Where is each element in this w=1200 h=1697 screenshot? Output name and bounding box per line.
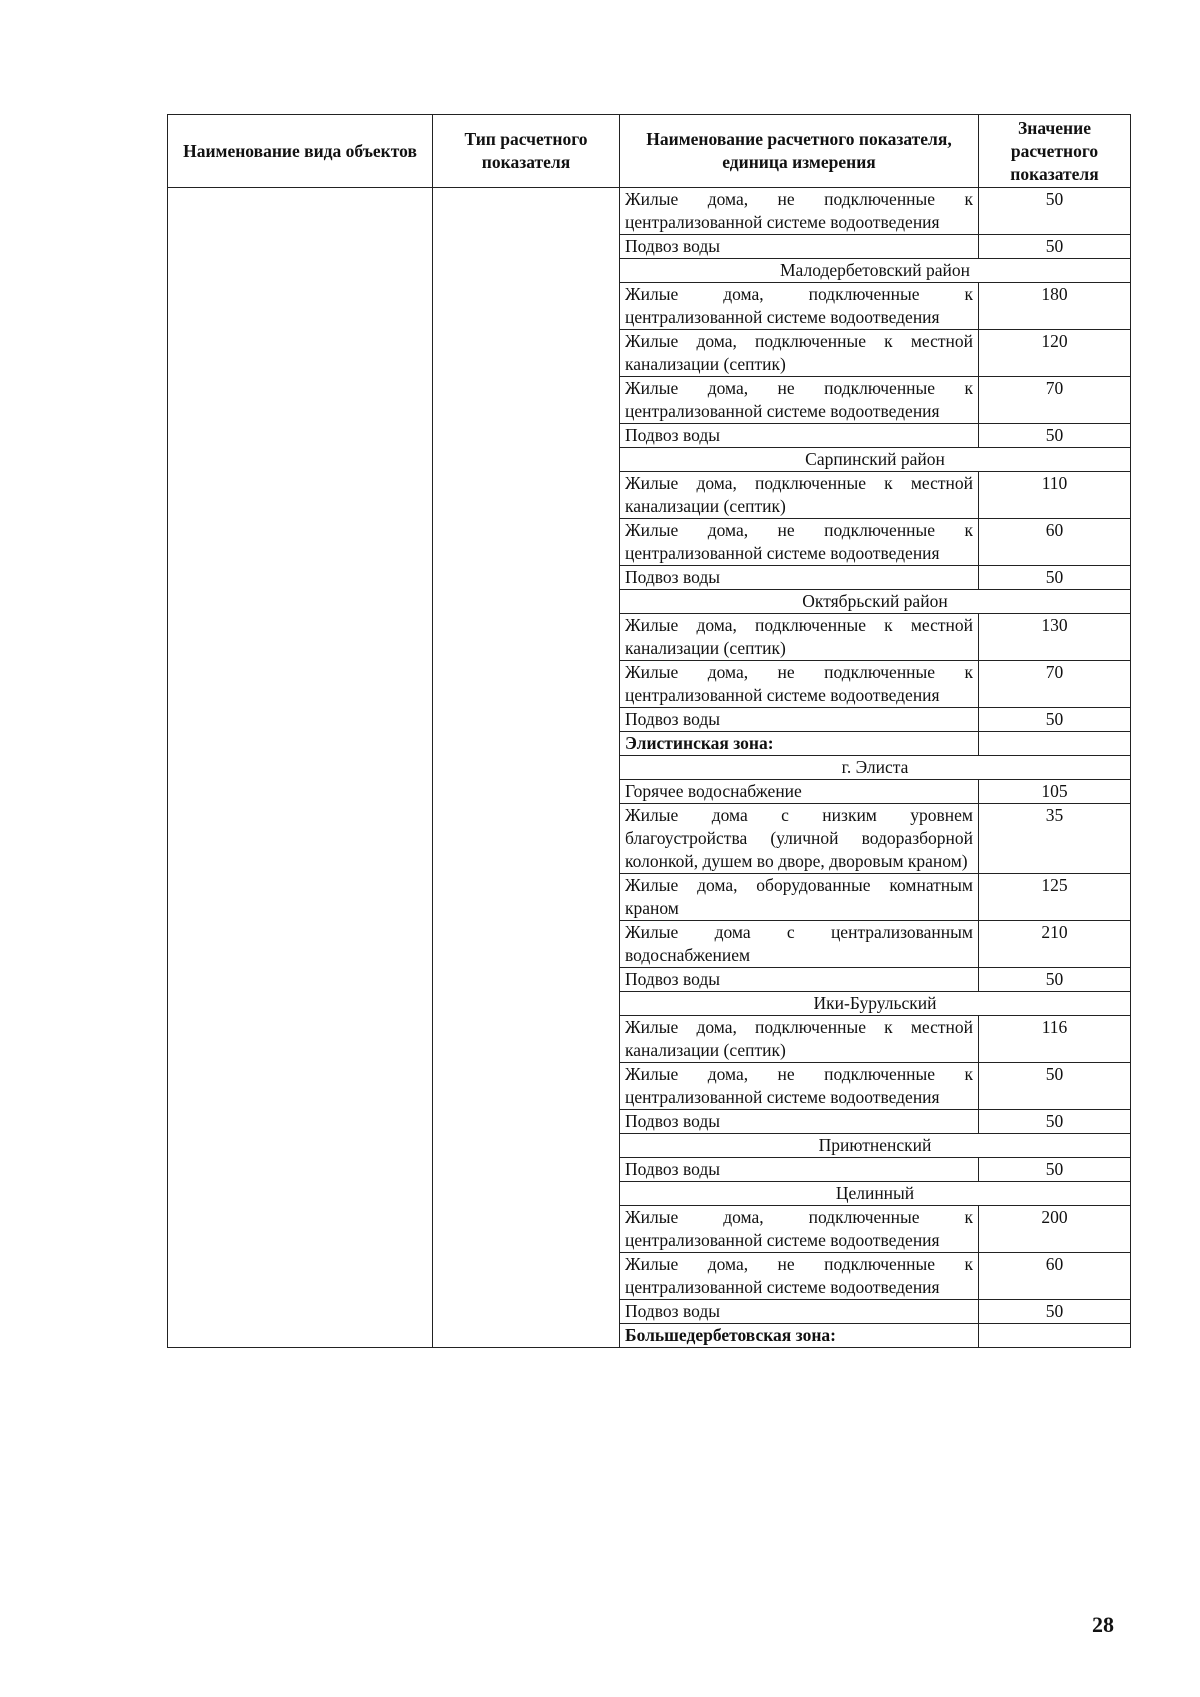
- indicator-value: 50: [979, 235, 1131, 259]
- indicator-label: Подвоз воды: [620, 968, 979, 992]
- indicator-value: 70: [979, 377, 1131, 424]
- indicator-label: Жилые дома, не подключенные к централизованной системе водоотведения: [620, 1063, 979, 1110]
- indicator-value: 35: [979, 804, 1131, 874]
- indicator-label: Жилые дома, не подключенные к централизованной системе водоотведения: [620, 377, 979, 424]
- indicator-value: 50: [979, 1063, 1131, 1110]
- indicator-label: Горячее водоснабжение: [620, 780, 979, 804]
- indicator-value: 60: [979, 1253, 1131, 1300]
- indicator-label: Подвоз воды: [620, 1300, 979, 1324]
- header-indicator-name: Наименование расчетного показателя, единица измерения: [620, 115, 979, 188]
- section-title: Ики-Бурульский: [620, 992, 1131, 1016]
- indicator-label: Жилые дома, подключенные к местной канализации (септик): [620, 330, 979, 377]
- header-object-type: Наименование вида объектов: [168, 115, 433, 188]
- indicator-label: Жилые дома, не подключенные к централизованной системе водоотведения: [620, 661, 979, 708]
- indicator-value: 50: [979, 566, 1131, 590]
- indicator-label: Жилые дома, подключенные к местной канализации (септик): [620, 614, 979, 661]
- section-title: Приютненский: [620, 1134, 1131, 1158]
- indicator-label: Жилые дома, не подключенные к централизованной системе водоотведения: [620, 188, 979, 235]
- indicator-value: 110: [979, 472, 1131, 519]
- table-row: [168, 188, 1131, 235]
- indicator-label: Жилые дома, подключенные к централизованной системе водоотведения: [620, 283, 979, 330]
- table-body: [168, 188, 1131, 1348]
- indicator-value: 125: [979, 874, 1131, 921]
- page-number: 28: [1092, 1612, 1114, 1637]
- indicator-value: 50: [979, 708, 1131, 732]
- indicator-value: 200: [979, 1206, 1131, 1253]
- indicator-label: Жилые дома, не подключенные к централизованной системе водоотведения: [620, 519, 979, 566]
- indicator-value: 50: [979, 968, 1131, 992]
- indicator-label: Жилые дома, подключенные к централизованной системе водоотведения: [620, 1206, 979, 1253]
- indicator-label: Подвоз воды: [620, 566, 979, 590]
- col-indicator-type-cell: [433, 188, 620, 1348]
- zone-value-empty: [979, 732, 1131, 756]
- section-title: Целинный: [620, 1182, 1131, 1206]
- indicator-value: 50: [979, 188, 1131, 235]
- indicator-label: Жилые дома, оборудованные комнатным краном: [620, 874, 979, 921]
- zone-title: Элистинская зона:: [620, 732, 979, 756]
- indicator-label: Жилые дома, подключенные к местной канализации (септик): [620, 472, 979, 519]
- indicator-value: 180: [979, 283, 1131, 330]
- indicator-value: 50: [979, 424, 1131, 448]
- indicator-label: Подвоз воды: [620, 708, 979, 732]
- indicator-label: Подвоз воды: [620, 1110, 979, 1134]
- indicator-value: 70: [979, 661, 1131, 708]
- section-title: Малодербетовский район: [620, 259, 1131, 283]
- indicator-label: Жилые дома, не подключенные к централизованной системе водоотведения: [620, 1253, 979, 1300]
- indicator-value: 50: [979, 1300, 1131, 1324]
- section-title: Октябрьский район: [620, 590, 1131, 614]
- indicator-value: 130: [979, 614, 1131, 661]
- indicator-value: 50: [979, 1110, 1131, 1134]
- indicator-label: Жилые дома, подключенные к местной канализации (септик): [620, 1016, 979, 1063]
- norms-table: [167, 114, 1131, 1348]
- indicator-value: 60: [979, 519, 1131, 566]
- indicator-label: Подвоз воды: [620, 1158, 979, 1182]
- section-title: Сарпинский район: [620, 448, 1131, 472]
- zone-title: Большедербетовская зона:: [620, 1324, 979, 1348]
- zone-value-empty: [979, 1324, 1131, 1348]
- table-header-row: [168, 115, 1131, 188]
- indicator-value: 120: [979, 330, 1131, 377]
- header-indicator-type: Тип расчетного показателя: [433, 115, 620, 188]
- indicator-value: 116: [979, 1016, 1131, 1063]
- indicator-value: 50: [979, 1158, 1131, 1182]
- indicator-label: Подвоз воды: [620, 235, 979, 259]
- indicator-label: Подвоз воды: [620, 424, 979, 448]
- indicator-value: 210: [979, 921, 1131, 968]
- indicator-label: Жилые дома с низким уровнем благоустройства (уличной водоразборной колонкой, душем во дворе, дворовым краном): [620, 804, 979, 874]
- indicator-label: Жилые дома с централизованным водоснабжением: [620, 921, 979, 968]
- header-indicator-value: Значение расчетного показателя: [979, 115, 1131, 188]
- section-title: г. Элиста: [620, 756, 1131, 780]
- indicator-value: 105: [979, 780, 1131, 804]
- col-object-type-cell: [168, 188, 433, 1348]
